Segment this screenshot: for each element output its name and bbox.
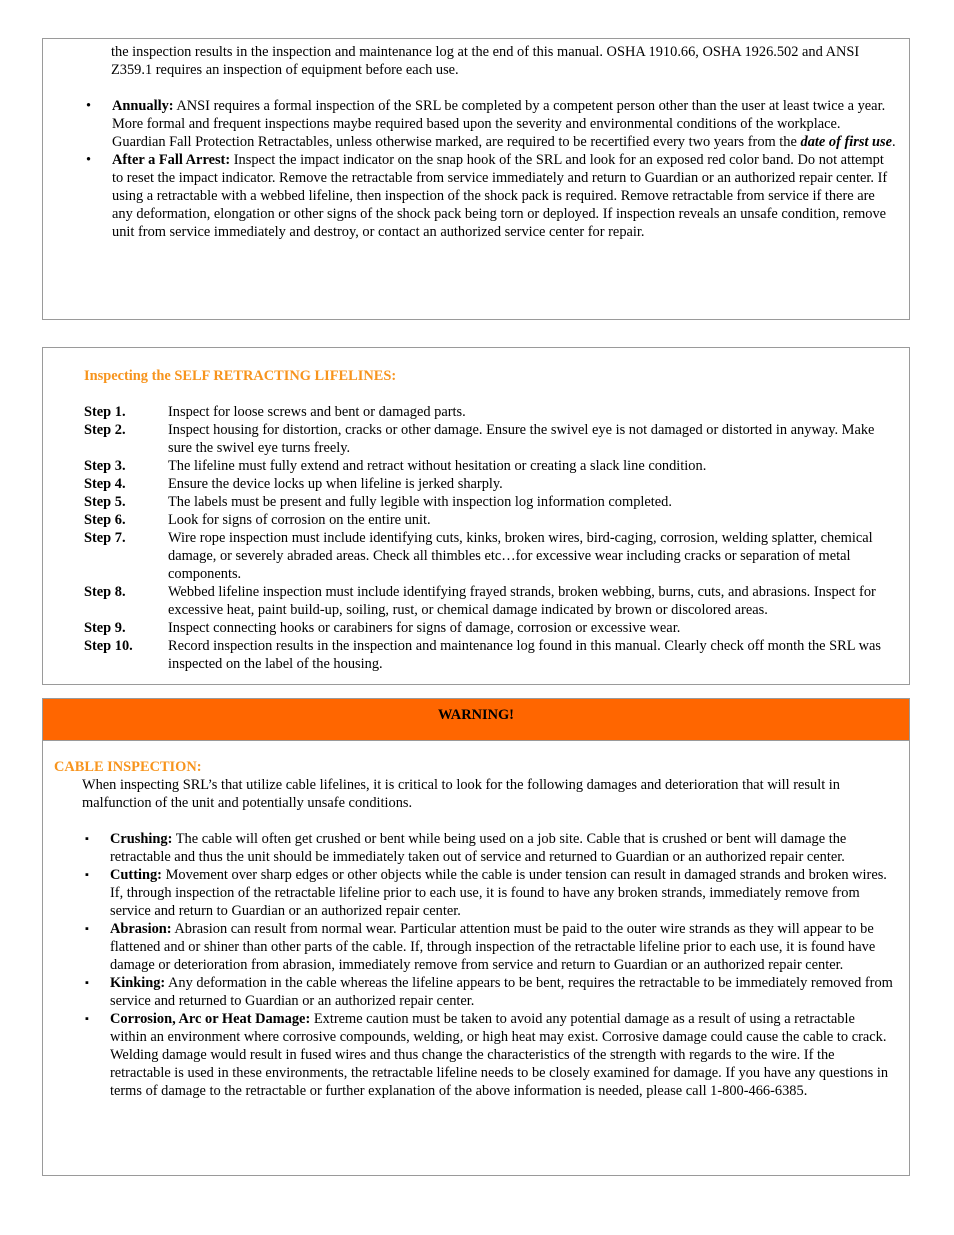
srl-inspection-heading-wrap — [43, 348, 909, 385]
step-label: Step 9. — [84, 620, 126, 636]
step-text: Inspect connecting hooks or carabiners for signs of damage, corrosion or excessive wear. — [168, 620, 681, 636]
cable-damage-label: Corrosion, Arc or Heat Damage: — [110, 1011, 311, 1027]
square-bullet-icon: ▪ — [85, 833, 89, 845]
step-text: Wire rope inspection must include identifying cuts, kinks, broken wires, bird-caging, corrosion, welding splatter, chemical damage, or severely abraded areas. Check all thimbles etc…for excessive wear including cracks or separation of metal components. — [168, 530, 873, 582]
warning-title: WARNING! — [438, 707, 514, 723]
step-text: Inspect for loose screws and bent or damaged parts. — [168, 404, 466, 420]
step-item — [43, 403, 897, 421]
step-label: Step 10. — [84, 638, 133, 654]
step-text: Ensure the device locks up when lifeline is jerked sharply. — [168, 476, 503, 492]
square-bullet-icon: ▪ — [85, 1013, 89, 1025]
step-text: Look for signs of corrosion on the entire unit. — [168, 512, 431, 528]
square-bullet-icon: ▪ — [85, 869, 89, 881]
cable-damage-label: Crushing: — [110, 831, 173, 847]
cable-damage-text: Any deformation in the cable whereas the lifeline appears to be bent, requires the retractable to be immediately removed from service and returned to Guardian or an authorized repair center. — [110, 975, 893, 1009]
step-label: Step 6. — [84, 512, 126, 528]
list-item-annually: • Annually: ANSI requires a formal inspection of the SRL be completed by a competent person other than the user at least twice a year. More formal and frequent inspections maybe required based upon the severity and environmental conditions of the workplace. Guardian Fall Protection Retractables, unless otherwise marked, are required to be recertified every two years from the date of first use. — [86, 98, 896, 150]
cable-damage-item — [43, 830, 895, 866]
square-bullet-icon: ▪ — [85, 923, 89, 935]
cable-inspection-intro — [43, 776, 909, 812]
inspection-steps-list — [43, 403, 909, 673]
cable-damage-text: Extreme caution must be taken to avoid any potential damage as a result of using a retractable within an environment where corrosive compounds, welding, or high heat may exist. Corrosive damage could cause the cable to crack. Welding damage would result in fused wires and thus change the characteristics of the strength with regards to the wire. If the retractable is used in these environments, the retractable lifeline needs to be closely examined for damage. If you have any questions in terms of damage to the retractable or further explanation of the above information is needed, please call 1-800-466-6385. — [110, 1011, 889, 1099]
step-item — [43, 637, 897, 673]
annually-label: Annually: — [112, 98, 174, 114]
date-of-first-use-emphasis: date of first use — [800, 134, 893, 150]
step-item — [43, 421, 897, 457]
inspection-frequency-list — [43, 97, 909, 241]
step-label: Step 2. — [84, 422, 126, 438]
cable-damage-text: Movement over sharp edges or other objects while the cable is under tension can result in damaged strands and broken wires. If, through inspection of the retractable lifeline prior to each use, it is found to have any broken strands, immediately remove from service and return to Guardian or an authorized repair center. — [110, 867, 887, 919]
step-item — [43, 619, 897, 637]
step-item — [43, 493, 897, 511]
cable-damage-item — [43, 920, 895, 974]
cable-damage-item — [43, 974, 895, 1010]
cable-damage-label: Abrasion: — [110, 921, 172, 937]
step-item — [43, 511, 897, 529]
step-label: Step 1. — [84, 404, 126, 420]
cable-damage-item — [43, 1010, 895, 1100]
warning-banner — [43, 699, 909, 741]
cable-intro-text: When inspecting SRL’s that utilize cable lifelines, it is critical to look for the following damages and deterioration that will result in malfunction of the unit and potentially unsafe conditions. — [82, 777, 840, 811]
cable-damage-text: Abrasion can result from normal wear. Particular attention must be paid to the outer wire strands as they will appear to be flattened and or shiner than other parts of the cable. If, through inspection of the retractable lifeline prior to each use, it is found have damage or deterioration from abrasion, immediately remove from service and return to Guardian or an authorized repair center. — [110, 921, 876, 973]
step-label: Step 4. — [84, 476, 126, 492]
bullet-icon: • — [86, 98, 92, 114]
bullet-icon: • — [86, 152, 92, 168]
square-bullet-icon: ▪ — [85, 977, 89, 989]
annually-text: ANSI requires a formal inspection of the SRL be completed by a competent person other than the user at least twice a year. More formal and frequent inspections maybe required based upon the severity and environmental conditions of the workplace. Guardian Fall Protection Retractables, unless otherwise marked, are required to be recertified every two years from the — [112, 98, 886, 150]
cable-inspection-heading: CABLE INSPECTION: — [54, 759, 202, 775]
step-text: Inspect housing for distortion, cracks or other damage. Ensure the swivel eye is not damaged or distorted in anyway. Make sure the swivel eye turns freely. — [168, 422, 875, 456]
step-item — [43, 583, 897, 619]
step-label: Step 5. — [84, 494, 126, 510]
step-label: Step 8. — [84, 584, 126, 600]
step-text: The labels must be present and fully legible with inspection log information completed. — [168, 494, 672, 510]
step-label: Step 3. — [84, 458, 126, 474]
step-text: Record inspection results in the inspection and maintenance log found in this manual. Clearly check off month the SRL was inspected on the label of the housing. — [168, 638, 881, 672]
step-item — [43, 475, 897, 493]
after-fall-arrest-text: Inspect the impact indicator on the snap hook of the SRL and look for an exposed red color band. Do not attempt to reset the impact indicator. Remove the retractable from service immediately and return to Guardian or an authorized repair center. If using a retractable with a webbed lifeline, then inspection of the shock pack is required. Remove retractable from service if there are any deformation, elongation or other signs of the shock pack being torn or deployed. If inspection reveals an unsafe condition, remove unit from service immediately and destroy, or contact an authorized service center for repair. — [112, 152, 888, 240]
step-item — [43, 457, 897, 475]
list-item-after-fall-arrest — [43, 151, 897, 241]
cable-damage-item — [43, 866, 895, 920]
step-item — [43, 529, 897, 583]
intro-text: the inspection results in the inspection and maintenance log at the end of this manual. OSHA 1910.66, OSHA 1926.502 and ANSI Z359.1 requires an inspection of equipment before each use. — [111, 44, 860, 78]
cable-damage-text: The cable will often get crushed or bent while being used on a job site. Cable that is crushed or bent will damage the retractable and thus the unit should be immediately taken out of service and returned to Guardian or an authorized repair center. — [110, 831, 847, 865]
srl-inspection-box — [42, 347, 910, 685]
cable-inspection-heading-wrap — [43, 741, 909, 776]
cable-inspection-box — [42, 698, 910, 1176]
inspection-intro-paragraph — [43, 39, 909, 79]
srl-inspection-heading: Inspecting the SELF RETRACTING LIFELINES: — [84, 368, 397, 384]
cable-damage-label: Kinking: — [110, 975, 166, 991]
after-fall-arrest-label: After a Fall Arrest: — [112, 152, 231, 168]
inspection-frequency-box — [42, 38, 910, 320]
cable-damage-list — [43, 830, 909, 1100]
step-text: The lifeline must fully extend and retract without hesitation or creating a slack line condition. — [168, 458, 707, 474]
step-label: Step 7. — [84, 530, 126, 546]
cable-damage-label: Cutting: — [110, 867, 162, 883]
step-text: Webbed lifeline inspection must include identifying frayed strands, broken webbing, burns, cuts, and abrasions. Inspect for excessive heat, paint build-up, soiling, rust, or chemical damage indicated by brown or discolored areas. — [168, 584, 876, 618]
